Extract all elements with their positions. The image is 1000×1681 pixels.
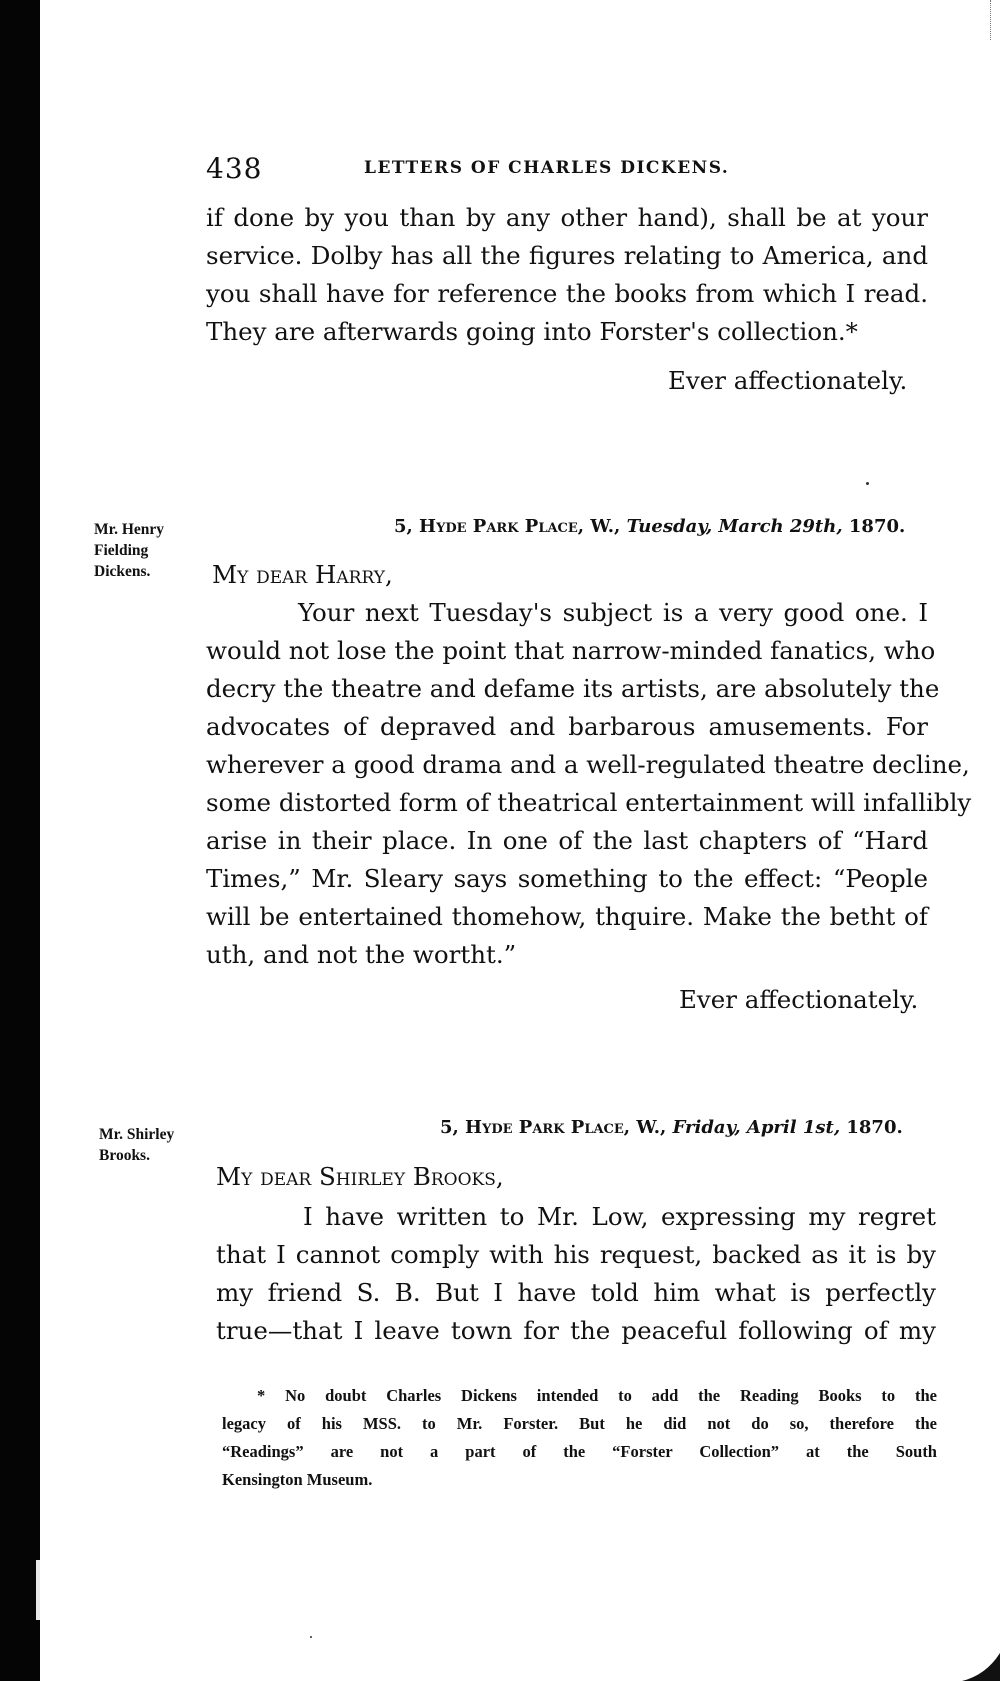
page-number: 438 — [206, 152, 263, 185]
letter-date-line — [394, 516, 905, 537]
side-note-line: Brooks. — [99, 1147, 150, 1164]
print-speck — [866, 482, 869, 485]
footnote — [222, 1382, 937, 1494]
body-line: Your next Tuesday's subject is a very good one. I — [298, 598, 928, 627]
closing: Ever affectionately. — [668, 366, 908, 395]
address: 5, Hyde Park Place, W., — [394, 516, 621, 537]
print-speck — [310, 1636, 312, 1638]
body-line: some distorted form of theatrical entertainment will infallibly — [206, 788, 972, 817]
body-line: wherever a good drama and a well-regulated theatre decline, — [206, 750, 970, 779]
page-edge-mark — [990, 0, 994, 40]
side-note-recipient — [94, 519, 164, 582]
side-note-line: Fielding — [94, 542, 149, 559]
body-line: service. Dolby has all the figures relating to America, and — [206, 241, 928, 270]
body-line: decry the theatre and defame its artists, are absolutely the — [206, 674, 940, 703]
footnote-line: legacy of his MSS. to Mr. Forster. But he did not do so, therefore the — [222, 1414, 937, 1433]
footnote-line: “Readings” are not a part of the “Forster Collection” at the South — [222, 1442, 937, 1461]
body-line: would not lose the point that narrow-minded fanatics, who — [206, 636, 936, 665]
body-line: true—that I leave town for the peaceful following of my — [216, 1316, 936, 1345]
date: Friday, April 1st, — [672, 1117, 841, 1138]
side-note-line: Mr. Henry — [94, 521, 165, 538]
running-title: LETTERS OF CHARLES DICKENS. — [364, 158, 730, 178]
year: 1870. — [846, 1117, 903, 1138]
closing: Ever affectionately. — [679, 985, 919, 1014]
address: 5, Hyde Park Place, W., — [440, 1117, 667, 1138]
book-binding-edge — [0, 0, 40, 1681]
body-line: uth, and not the wortht.” — [206, 940, 517, 969]
side-note-line: Mr. Shirley — [99, 1126, 175, 1143]
body-line: will be entertained thomehow, thquire. Make the betht of — [206, 902, 928, 931]
body-line: that I cannot comply with his request, backed as it is by — [216, 1240, 936, 1269]
year: 1870. — [848, 516, 906, 537]
date: Tuesday, March 29th, — [626, 516, 843, 537]
body-line: Times,” Mr. Sleary says something to the effect: “People — [206, 864, 928, 893]
salutation: My dear Harry, — [212, 560, 393, 589]
binding-wear — [36, 1560, 40, 1620]
side-note-recipient — [99, 1124, 174, 1166]
body-line: They are afterwards going into Forster's collection.* — [206, 317, 858, 346]
footnote-line: Kensington Museum. — [222, 1470, 373, 1489]
footnote-line: * No doubt Charles Dickens intended to add the Reading Books to the — [257, 1386, 937, 1405]
salutation: My dear Shirley Brooks, — [216, 1162, 504, 1191]
body-line: I have written to Mr. Low, expressing my regret — [303, 1202, 936, 1231]
body-line: arise in their place. In one of the last chapters of “Hard — [206, 826, 928, 855]
letter-date-line — [440, 1117, 903, 1138]
side-note-line: Dickens. — [94, 563, 151, 580]
body-line: you shall have for reference the books from which I read. — [206, 279, 928, 308]
page-corner-curl — [962, 1653, 1000, 1681]
page-header — [206, 152, 926, 188]
body-line: my friend S. B. But I have told him what is perfectly — [216, 1278, 936, 1307]
body-line: advocates of depraved and barbarous amusements. For — [206, 712, 928, 741]
body-line: if done by you than by any other hand), shall be at your — [206, 203, 928, 232]
